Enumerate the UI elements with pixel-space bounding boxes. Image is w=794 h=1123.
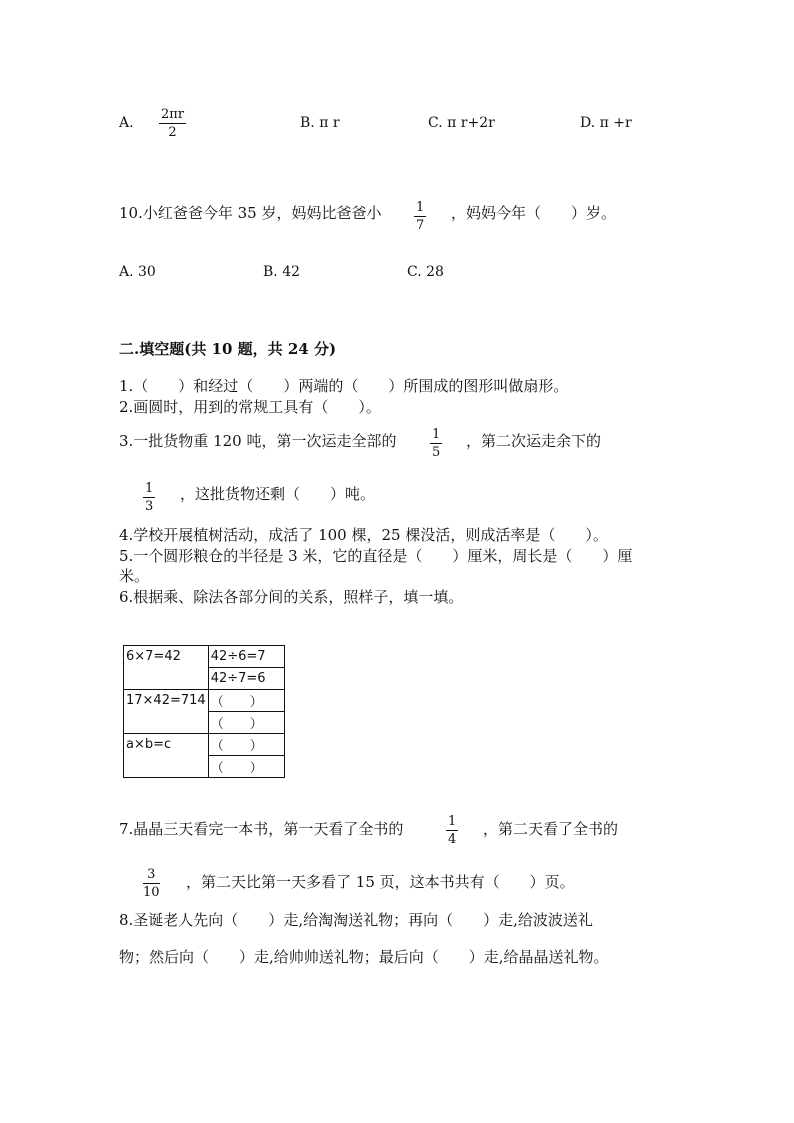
q10-option-b: B. 42 [263, 264, 301, 280]
fill-q5-line2: 米。 [119, 567, 150, 585]
q10-text-after: ，妈妈今年（ ）岁。 [451, 204, 617, 222]
q9-option-d: D. π +r [580, 115, 632, 131]
table-row [124, 646, 285, 668]
answer-blank[interactable]: （ ） [208, 712, 284, 734]
q9-option-c: C. π r+2r [428, 115, 495, 131]
q9-option-b: B. π r [300, 115, 340, 131]
table-cell: 17×42=714 [124, 690, 209, 734]
fraction-numerator: 1 [448, 814, 457, 829]
fill-q8-line1: 8.圣诞老人先向（ ）走,给淘淘送礼物；再向（ ）走,给波波送礼 [119, 911, 593, 929]
q9-option-a-label: A. [119, 115, 134, 131]
q10-text-before: 10.小红爸爸今年 35 岁，妈妈比爸爸小 [119, 204, 382, 222]
fill-q7-fraction-1 [446, 814, 458, 847]
relationship-table [123, 645, 285, 778]
fill-q3-mid: ，第二次运走余下的 [466, 432, 602, 450]
fraction-numerator: 1 [432, 427, 441, 442]
fraction-denominator: 10 [143, 885, 160, 900]
answer-blank[interactable]: （ ） [208, 756, 284, 778]
fraction-numerator: 1 [416, 200, 425, 215]
fraction-denominator: 5 [432, 445, 441, 460]
table-cell: 42÷6=7 [208, 646, 284, 668]
fraction-bar [446, 830, 458, 831]
fill-q3-before: 3.一批货物重 120 吨，第一次运走全部的 [119, 432, 397, 450]
q10-fraction [414, 200, 426, 233]
fill-q7-after: ，第二天比第一天多看了 15 页，这本书共有（ ）页。 [186, 873, 575, 891]
fraction-bar [143, 497, 155, 498]
fill-q7-mid: ，第二天看了全书的 [483, 820, 619, 838]
table-row [124, 690, 285, 712]
q10-option-c: C. 28 [407, 264, 444, 280]
q9-option-a-fraction [159, 107, 186, 140]
answer-blank[interactable]: （ ） [208, 734, 284, 756]
fraction-numerator: 3 [147, 867, 156, 882]
fraction-numerator: 1 [145, 481, 154, 496]
fill-q7-fraction-2 [143, 867, 160, 900]
table-cell: a×b=c [124, 734, 209, 778]
table-cell: 6×7=42 [124, 646, 209, 690]
fill-q6: 6.根据乘、除法各部分间的关系，照样子，填一填。 [119, 588, 464, 606]
fill-q7-before: 7.晶晶三天看完一本书，第一天看了全书的 [119, 820, 404, 838]
fill-q2: 2.画圆时，用到的常规工具有（ ）。 [119, 398, 381, 416]
q10-option-a: A. 30 [119, 264, 156, 280]
fill-q3-fraction-1 [430, 427, 442, 460]
fraction-denominator: 4 [448, 832, 457, 847]
table-cell: 42÷7=6 [208, 668, 284, 690]
table-row [124, 734, 285, 756]
fraction-bar [143, 883, 160, 884]
fraction-denominator: 3 [145, 499, 154, 514]
fill-q3-fraction-2 [143, 481, 155, 514]
fill-q1: 1.（ ）和经过（ ）两端的（ ）所围成的图形叫做扇形。 [119, 377, 569, 395]
answer-blank[interactable]: （ ） [208, 690, 284, 712]
fraction-denominator: 7 [416, 218, 425, 233]
fraction-bar [414, 216, 426, 217]
fraction-bar [159, 123, 186, 124]
fraction-bar [430, 443, 442, 444]
fill-q8-line2: 物；然后向（ ）走,给帅帅送礼物；最后向（ ）走,给晶晶送礼物。 [119, 948, 609, 966]
fill-q4: 4.学校开展植树活动，成活了 100 棵，25 棵没活，则成活率是（ ）。 [119, 526, 608, 544]
section-heading: 二.填空题(共 10 题，共 24 分) [119, 340, 337, 358]
fraction-numerator: 2πr [161, 107, 185, 122]
fraction-denominator: 2 [168, 125, 177, 140]
fill-q5-line1: 5.一个圆形粮仓的半径是 3 米，它的直径是（ ）厘米，周长是（ ）厘 [119, 547, 633, 565]
fill-q3-after: ，这批货物还剩（ ）吨。 [180, 485, 376, 503]
